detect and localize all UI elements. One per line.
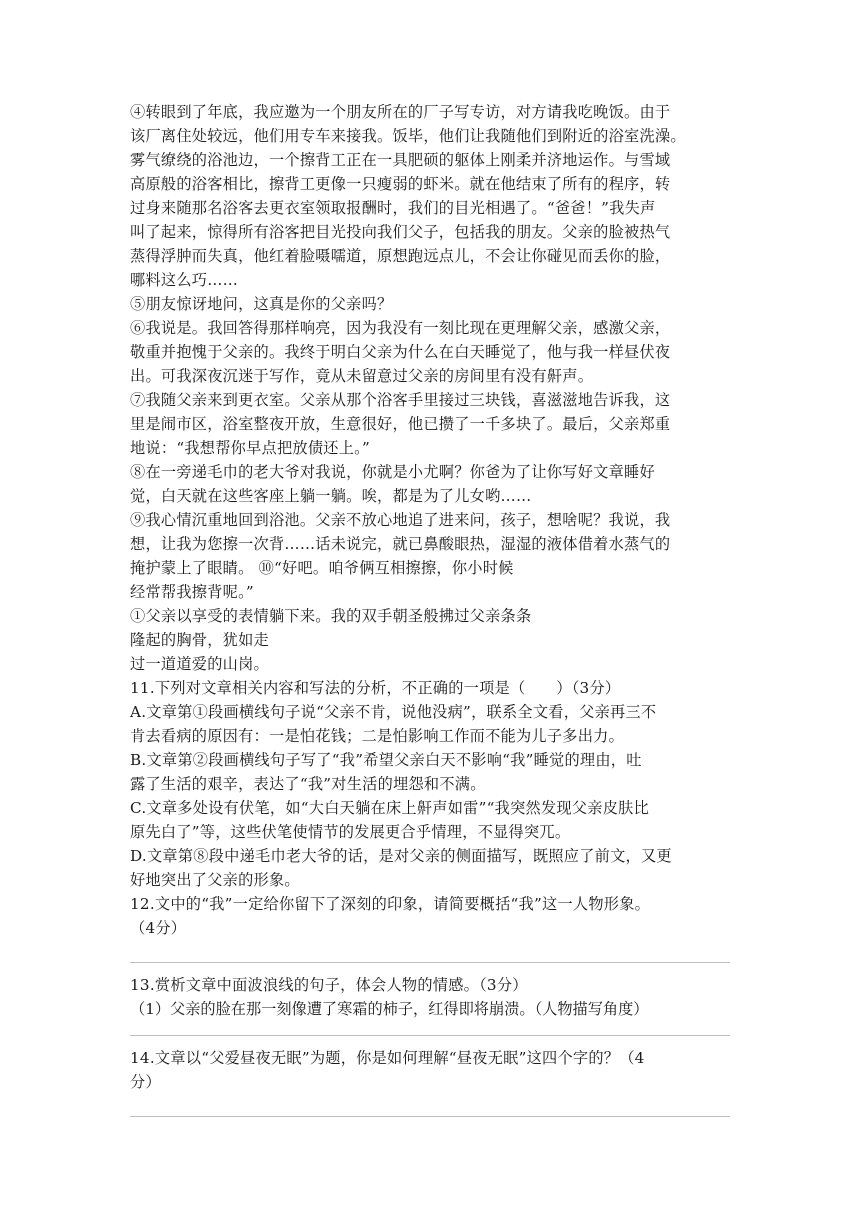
passage-line: 经常帮我擦背呢。” (130, 583, 254, 601)
passage-line: 过身来随那名浴客去更衣室领取报酬时，我们的目光相遇了。“爸爸！”我失声 (130, 199, 656, 217)
passage-line: ④转眼到了年底，我应邀为一个朋友所在的厂子写专访，对方请我吃晚饭。由于 (130, 103, 671, 121)
question-11 (130, 676, 730, 892)
passage-line: ⑥我说是。我回答得那样响亮，因为我没有一刻比现在更理解父亲，感激父亲， (130, 319, 671, 337)
question-12 (130, 892, 730, 940)
passage-line: 叫了起来，惊得所有浴客把目光投向我们父子，包括我的朋友。父亲的脸被热气 (130, 223, 671, 241)
question-12-score: （4分） (130, 919, 187, 937)
passage-line: 哪料这么巧…… (130, 271, 239, 289)
exam-page (130, 100, 730, 1117)
passage-line: 该厂离住处较远，他们用专车来接我。饭毕，他们让我随他们到附近的浴室洗澡。 (130, 127, 686, 145)
passage-line: ①父亲以享受的表情躺下来。我的双手朝圣般拂过父亲条条 (130, 607, 532, 625)
passage-line: 里是闹市区，浴室整夜开放，生意很好，他已攒了一千多块了。最后，父亲郑重 (130, 415, 671, 433)
passage-line: 过一道道爱的山岗。 (130, 655, 269, 673)
passage-line: ⑤朋友惊讶地问，这真是你的父亲吗？ (130, 295, 393, 313)
passage-line: ⑦我随父亲来到更衣室。父亲从那个浴客手里接过三块钱，喜滋滋地告诉我，这 (130, 391, 671, 409)
passage-line: 地说：“我想帮你早点把放债还上。” (130, 439, 370, 457)
passage-line: 觉，白天就在这些客座上躺一躺。唉，都是为了儿女哟…… (130, 487, 532, 505)
option-d-line: 好地突出了父亲的形象。 (130, 871, 300, 889)
option-b-line: 露了生活的艰辛，表达了“我”对生活的埋怨和不满。 (130, 775, 486, 793)
option-b-line: B.文章第②段画横线句子写了“我”希望父亲白天不影响“我”睡觉的理由，吐 (130, 751, 642, 769)
passage-line: ⑧在一旁递毛巾的老大爷对我说，你就是小尤啊？你爸为了让你写好文章睡好 (130, 463, 655, 481)
question-14 (130, 1046, 730, 1094)
option-c-line: 原先白了”等，这些伏笔使情节的发展更合乎情理，不显得突兀。 (130, 823, 571, 841)
question-13-item-1: （1）父亲的脸在那一刻像遭了寒霜的柿子，红得即将崩溃。（人物描写角度） (130, 1000, 649, 1018)
option-a-line: 肯去看病的原因有：一是怕花钱；二是怕影响工作而不能为儿子多出力。 (130, 727, 624, 745)
passage-line: 蒸得浮肿而失真，他红着脸嗫嚅道，原想跑远点儿，不会让你碰见而丢你的脸， (130, 247, 671, 265)
passage-line: 隆起的胸骨，犹如走 (130, 631, 269, 649)
option-c-line: C.文章多处设有伏笔，如“大白天躺在床上鼾声如雷”“我突然发现父亲皮肤比 (130, 799, 650, 817)
passage-line: ⑨我心情沉重地回到浴池。父亲不放心地追了进来问，孩子，想啥呢？我说，我 (130, 511, 671, 529)
passage-line: 敬重并抱愧于父亲的。我终于明白父亲为什么在白天睡觉了，他与我一样昼伏夜 (130, 343, 671, 361)
question-14-score: 分） (130, 1073, 161, 1091)
passage-line: 掩护蒙上了眼睛。 ⑩“好吧。咱爷俩互相擦擦，你小时候 (130, 559, 514, 577)
reading-passage (130, 100, 730, 676)
option-d-line: D.文章第⑧段中递毛巾老大爷的话，是对父亲的侧面描写，既照应了前文，又更 (130, 847, 672, 865)
option-a-line: A.文章第①段画横线句子说“父亲不肯，说他没病”，联系全文看，父亲再三不 (130, 703, 657, 721)
question-13-stem: 13.赏析文章中面波浪线的句子，体会人物的情感。（3分） (130, 976, 528, 994)
passage-line: 雾气缭绕的浴池边，一个擦背工正在一具肥硕的躯体上刚柔并济地运作。与雪域 (130, 151, 671, 169)
answer-line[interactable] (130, 1116, 730, 1117)
question-11-stem: 11.下列对文章相关内容和写法的分析，不正确的一项是（ ）（3分） (130, 679, 621, 697)
passage-line: 想，让我为您擦一次背……话未说完，就已鼻酸眼热，湿湿的液体借着水蒸气的 (130, 535, 671, 553)
question-14-stem: 14.文章以“父爱昼夜无眠”为题，你是如何理解“昼夜无眠”这四个字的？（4 (130, 1049, 645, 1067)
question-12-stem: 12.文中的“我”一定给你留下了深刻的印象，请简要概括“我”这一人物形象。 (130, 895, 651, 913)
passage-line: 高原般的浴客相比，擦背工更像一只瘦弱的虾米。就在他结束了所有的程序，转 (130, 175, 671, 193)
question-13 (130, 973, 730, 1021)
passage-line: 出。可我深夜沉迷于写作，竟从未留意过父亲的房间里有没有鼾声。 (130, 367, 594, 385)
